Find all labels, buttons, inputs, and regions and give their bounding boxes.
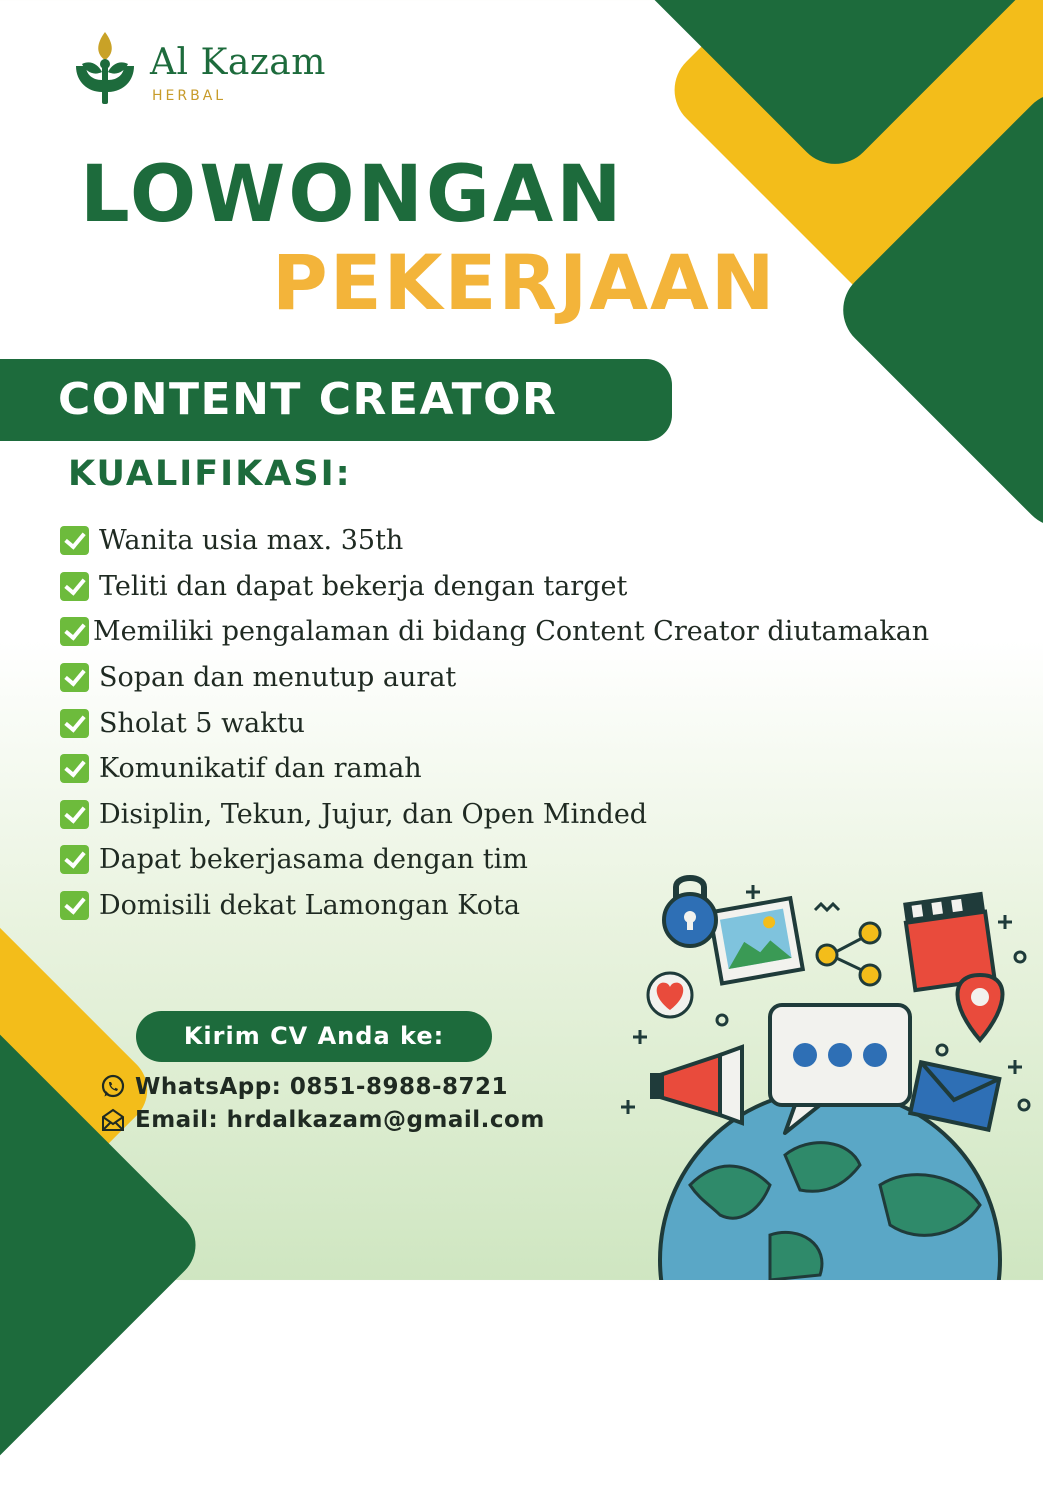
qualification-text: Sholat 5 waktu (99, 707, 305, 739)
list-item (60, 518, 929, 564)
qualification-text: Teliti dan dapat bekerja dengan target (99, 570, 628, 602)
qualification-text: Dapat bekerjasama dengan tim (99, 844, 528, 876)
whatsapp-icon (100, 1074, 126, 1100)
list-item (60, 655, 929, 701)
share-icon (817, 923, 880, 985)
check-icon (60, 891, 89, 920)
check-icon (60, 663, 89, 692)
headline-line-1: LOWONGAN (80, 150, 625, 240)
qualifications-heading: KUALIFIKASI: (68, 454, 352, 494)
list-item (60, 792, 929, 838)
brand-subtitle: HERBAL (152, 88, 227, 104)
check-icon (60, 572, 89, 601)
check-icon (60, 526, 89, 555)
list-item (60, 609, 929, 655)
qualification-text: Wanita usia max. 35th (99, 525, 404, 557)
position-title: CONTENT CREATOR (58, 374, 558, 425)
megaphone-icon (650, 1047, 742, 1123)
check-icon (60, 617, 89, 646)
brand-name: Al Kazam (150, 42, 326, 83)
photo-icon (710, 898, 803, 983)
social-media-illustration (620, 865, 1043, 1280)
qualification-text: Memiliki pengalaman di bidang Content Creator diutamakan (93, 616, 930, 648)
brand-logo (72, 30, 342, 110)
qualification-text: Disiplin, Tekun, Jujur, dan Open Minded (99, 798, 648, 830)
list-item (60, 700, 929, 746)
list-item (60, 746, 929, 792)
qualification-text: Domisili dekat Lamongan Kota (99, 890, 520, 922)
check-icon (60, 800, 89, 829)
email-contact[interactable] (100, 1103, 545, 1137)
email-icon (100, 1107, 126, 1133)
herbal-leaf-logo-icon (72, 30, 138, 106)
qualification-text: Komunikatif dan ramah (99, 753, 422, 785)
send-cv-label: Kirim CV Anda ke: (183, 1022, 445, 1050)
list-item (60, 564, 929, 610)
email-address: Email: hrdalkazam@gmail.com (135, 1107, 545, 1133)
check-icon (60, 754, 89, 783)
heart-icon (648, 973, 692, 1017)
qualification-text: Sopan dan menutup aurat (99, 662, 457, 694)
whatsapp-number: WhatsApp: 0851-8988-8721 (135, 1074, 509, 1100)
location-pin-icon (958, 975, 1003, 1040)
headline-line-2: PEKERJAAN (272, 238, 777, 327)
check-icon (60, 709, 89, 738)
whatsapp-contact[interactable] (100, 1070, 508, 1104)
lock-icon (664, 878, 716, 946)
check-icon (60, 845, 89, 874)
